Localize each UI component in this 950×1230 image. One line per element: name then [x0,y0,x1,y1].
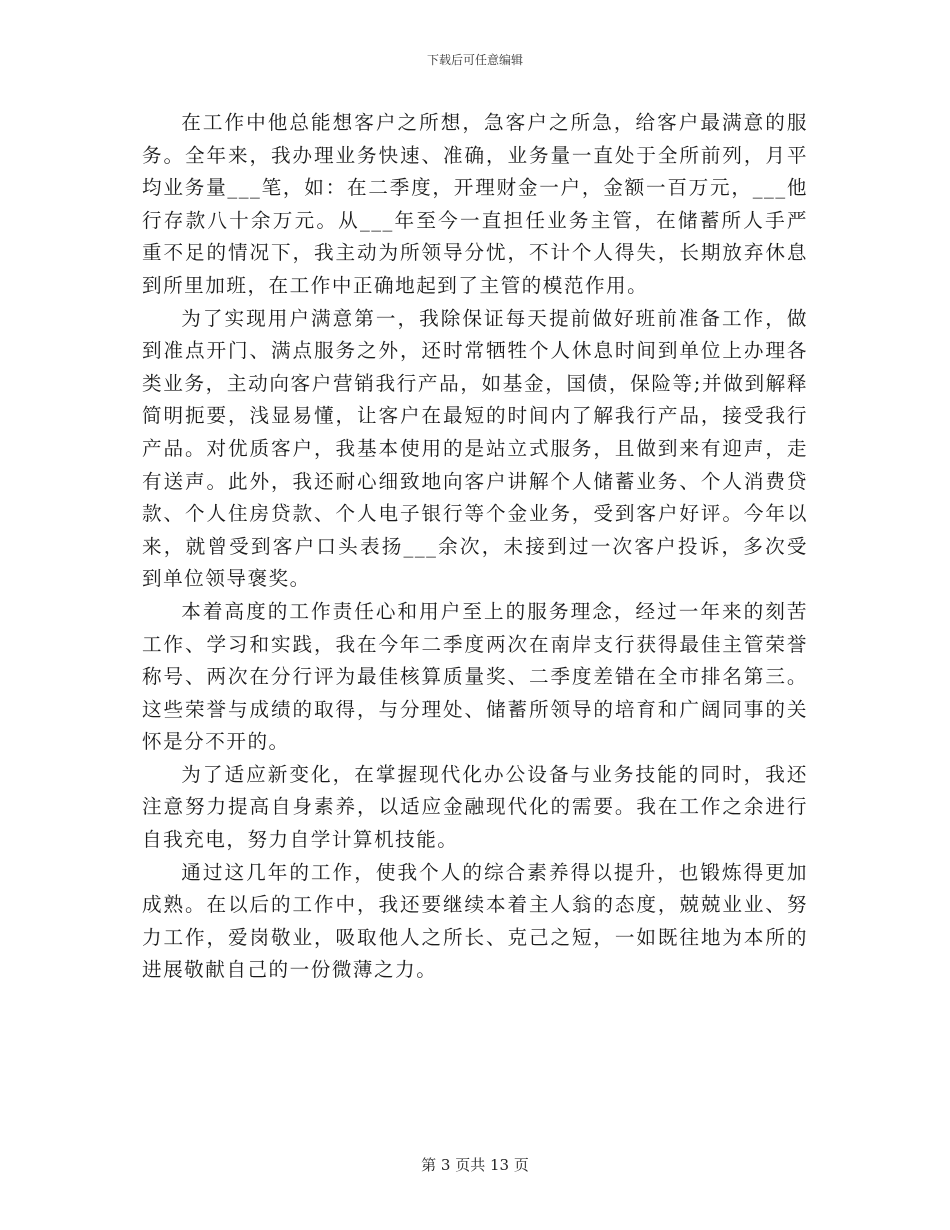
paragraph-3: 本着高度的工作责任心和用户至上的服务理念，经过一年来的刻苦工作、学习和实践，我在今年二季度两次在南岸支行获得最佳主管荣誉称号、两次在分行评为最佳核算质量奖、二季度差错在全市排名第三。这些荣誉与成绩的取得，与分理处、储蓄所领导的培育和广阔同事的关怀是分不开的。 [142,599,808,754]
paragraph-2: 为了实现用户满意第一，我除保证每天提前做好班前准备工作，做到准点开门、满点服务之外，还时常牺牲个人休息时间到单位上办理各类业务，主动向客户营销我行产品，如基金，国债，保险等;并做到解释简明扼要，浅显易懂，让客户在最短的时间内了解我行产品，接受我行产品。对优质客户，我基本使用的是站立式服务，且做到来有迎声，走有送声。此外，我还耐心细致地向客户讲解个人储蓄业务、个人消费贷款、个人住房贷款、个人电子银行等个金业务，受到客户好评。今年以来，就曾受到客户口头表扬___余次，未接到过一次客户投诉，多次受到单位领导褒奖。 [142,306,808,591]
page-header: 下载后可任意编辑 [426,53,523,67]
paragraph-5: 通过这几年的工作，使我个人的综合素养得以提升，也锻炼得更加成熟。在以后的工作中，我还要继续本着主人翁的态度，兢兢业业、努力工作，爱岗敬业，吸取他人之所长、克己之短，一如既往地为本所的进展敬献自己的一份微薄之力。 [142,860,808,982]
document-body [142,107,808,987]
paragraph-4: 为了适应新变化，在掌握现代化办公设备与业务技能的同时，我还注意努力提高自身素养，以适应金融现代化的需要。我在工作之余进行自我充电，努力自学计算机技能。 [142,762,808,852]
page-footer: 第 3 页共 13 页 [421,1156,529,1174]
paragraph-1: 在工作中他总能想客户之所想，急客户之所急，给客户最满意的服务。全年来，我办理业务快速、准确，业务量一直处于全所前列，月平均业务量___笔，如：在二季度，开理财金一户，金额一百万元，___他行存款八十余万元。从___年至今一直担任业务主管，在储蓄所人手严重不足的情况下，我主动为所领导分忧，不计个人得失，长期放弃休息到所里加班，在工作中正确地起到了主管的模范作用。 [142,111,808,297]
